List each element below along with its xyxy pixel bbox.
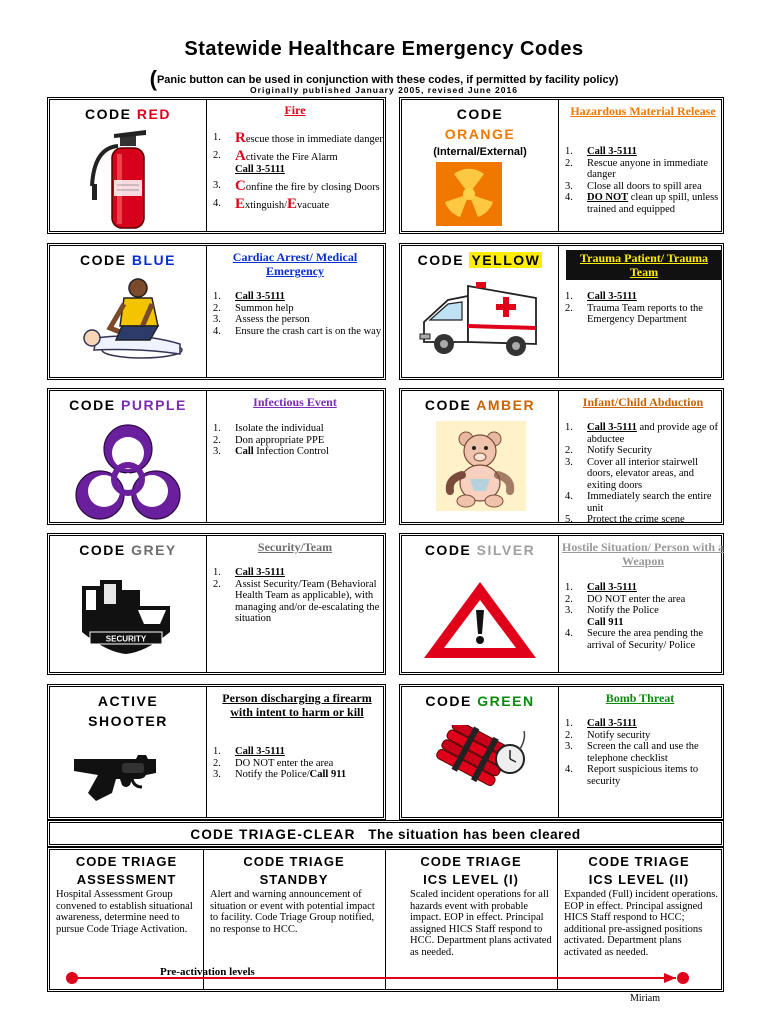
triage-ics2-title: CODE TRIAGE ICS LEVEL (II)	[588, 854, 690, 887]
code-orange-heading: Hazardous Material Release	[570, 104, 716, 118]
list-item: 5. Protect the crime scene	[565, 514, 685, 525]
list-item: 3. Cover all interior stairwell doors, elevator areas, and exiting doors	[565, 456, 699, 491]
code-blue-steps	[213, 291, 383, 337]
author-credit: Miriam	[630, 993, 660, 1004]
list-item: 2. DO NOT enter the area	[565, 593, 686, 605]
security-badge-text: SECURITY	[105, 634, 147, 644]
code-orange-card	[399, 97, 724, 234]
list-item: 2. Don appropriate PPE	[213, 434, 325, 446]
code-amber-steps	[565, 422, 725, 526]
code-red-card	[47, 97, 386, 234]
code-silver-title: CODE SILVER	[424, 542, 536, 558]
code-grey-steps	[213, 567, 383, 625]
code-amber-card	[399, 388, 724, 525]
code-purple-steps	[213, 423, 383, 458]
code-purple-card	[47, 388, 386, 525]
code-green-title: CODE GREEN	[425, 693, 535, 709]
code-yellow-title: CODE YELLOW	[417, 252, 541, 268]
code-silver-steps	[565, 582, 725, 651]
code-yellow-heading: Trauma Patient/ Trauma Team	[566, 250, 722, 280]
code-red-heading: Fire	[284, 103, 306, 117]
code-orange-prefix: CODE	[456, 106, 504, 122]
code-red-title: CODE RED	[85, 106, 171, 122]
triage-levels-box	[47, 847, 724, 992]
triage-standby-title: CODE TRIAGE STANDBY	[243, 854, 345, 887]
triage-assessment-text: Hospital Assessment Group convened to establish situational awareness, determine need to pursue Code Triage Activation.	[56, 889, 193, 935]
list-item: 3. Notify the Police Call 911	[565, 605, 659, 628]
cpr-icon	[80, 276, 184, 362]
code-green-steps	[565, 718, 725, 787]
list-item: 3. Close all doors to spill area	[565, 180, 702, 192]
code-orange-sub: (Internal/External)	[433, 146, 527, 158]
list-item: 1. Call 3-5111	[565, 146, 637, 157]
triage-clear-text: CODE TRIAGE-CLEAR The situation has been cleared	[190, 827, 581, 842]
code-blue-card	[47, 243, 386, 380]
list-item: 4. Immediately search the entire unit	[565, 491, 712, 514]
code-red-steps	[213, 132, 383, 212]
list-item: 1. Call 3-5111	[565, 291, 637, 302]
code-silver-card	[399, 533, 724, 675]
code-amber-heading: Infant/Child Abduction	[582, 395, 704, 409]
list-item: 3. Notify the Police/Call 911	[213, 769, 347, 780]
list-item: 2. Notify security	[565, 729, 651, 741]
code-amber-title: CODE AMBER	[424, 397, 536, 413]
code-green-card	[399, 684, 724, 820]
list-item: 2. Activate the Fire Alarm Call 3-5111	[213, 148, 338, 175]
code-grey-title: CODE GREY	[79, 542, 177, 558]
code-grey-heading: Security/Team	[257, 540, 333, 554]
pre-activation-label: Pre-activation levels	[160, 966, 255, 978]
list-item: 4. Extinguish/Evacuate	[213, 196, 330, 212]
list-item: 2. DO NOT enter the area	[213, 757, 334, 769]
code-blue-title: CODE BLUE	[80, 252, 176, 268]
triage-ics1-text: Scaled incident operations for all hazards event with probable impact. EOP in effect. Principal assigned HICS Staff respond to HCC. Department plans activated as needed.	[410, 889, 552, 958]
ambulance-icon	[418, 278, 542, 360]
subtitle-text: Panic button can be used in conjunction with these codes, if permitted by facility policy)	[156, 74, 619, 86]
list-item: 2. Assist Security/Team (Behavioral Health Team as applicable), with managing and/or de-escalating the situation	[213, 578, 380, 624]
list-item: 1. Call 3-5111	[213, 746, 285, 757]
code-grey-card	[47, 533, 386, 675]
active-shooter-steps	[213, 746, 383, 781]
list-item: 3. Confine the fire by closing Doors	[213, 178, 380, 194]
list-item: 2. Notify Security	[565, 445, 653, 456]
fire-extinguisher-icon	[84, 126, 172, 232]
biohazard-icon	[70, 419, 186, 523]
active-shooter-card	[47, 684, 386, 820]
page-title: Statewide Healthcare Emergency Codes	[184, 38, 584, 60]
radiation-icon	[436, 162, 502, 226]
active-shooter-heading: Person discharging a firearm with intent to harm or kill	[222, 691, 372, 719]
code-orange-steps	[565, 146, 725, 215]
list-item: 2. Trauma Team reports to the Emergency Department	[565, 302, 703, 325]
list-item: 1. Call 3-5111	[213, 291, 285, 302]
list-item: 1. Call 3-5111 and provide age of abductee	[565, 422, 718, 445]
list-item: 4. Report suspicious items to security	[565, 764, 699, 787]
list-item: 1. Isolate the individual	[213, 423, 324, 434]
list-item: 3. Screen the call and use the telephone checklist	[565, 741, 699, 764]
triage-ics1-title: CODE TRIAGE ICS LEVEL (I)	[420, 854, 522, 887]
list-item: 1. Call 3-5111	[565, 582, 637, 593]
code-yellow-card	[399, 243, 724, 380]
list-item: 3. Call Infection Control	[213, 446, 329, 457]
list-item: 4. Ensure the crash cart is on the way	[213, 325, 382, 337]
teddy-bear-icon	[436, 421, 526, 511]
triage-ics2-text: Expanded (Full) incident operations. EOP in effect. Principal assigned HICS Staff respond to HCC; additional pre-assigned positions activated. Department plans activated as needed.	[564, 889, 718, 958]
list-item: 1. Call 3-5111	[565, 718, 637, 729]
code-green-heading: Bomb Threat	[605, 691, 675, 705]
active-shooter-line2: SHOOTER	[88, 713, 168, 729]
open-paren: (	[149, 66, 157, 91]
code-yellow-steps	[565, 291, 725, 326]
code-purple-title: CODE PURPLE	[69, 397, 187, 413]
security-badge-icon	[76, 576, 176, 656]
revolver-icon	[72, 749, 186, 803]
dynamite-bomb-icon	[430, 725, 530, 791]
list-item: 4. DO NOT clean up spill, unless trained and equipped	[565, 192, 719, 215]
list-item: 2. Summon help	[213, 302, 294, 314]
active-shooter-line1: ACTIVE	[97, 693, 159, 709]
list-item: 1. Rescue those in immediate danger	[213, 130, 383, 146]
warning-triangle-icon	[420, 578, 540, 662]
triage-assessment-title: CODE TRIAGE ASSESSMENT	[75, 854, 178, 887]
code-silver-heading: Hostile Situation/ Person with a Weapon	[562, 540, 725, 568]
pre-activation-arrow	[64, 970, 694, 986]
code-blue-heading: Cardiac Arrest/ Medical Emergency	[232, 250, 358, 278]
triage-standby-text: Alert and warning announcement of situation or event with potential impact to facility. Code Triage Group notified, no response to HCC.	[210, 889, 375, 935]
code-orange-color: ORANGE	[444, 126, 516, 142]
list-item: 2. Rescue anyone in immediate danger	[565, 157, 709, 180]
published-note: Originally published January 2005, revised June 2016	[250, 85, 518, 95]
triage-clear-banner	[47, 820, 724, 847]
list-item: 4. Secure the area pending the arrival of Security/ Police	[565, 628, 704, 651]
code-purple-heading: Infectious Event	[253, 395, 337, 409]
list-item: 1. Call 3-5111	[213, 567, 285, 578]
list-item: 3. Assess the person	[213, 314, 310, 325]
